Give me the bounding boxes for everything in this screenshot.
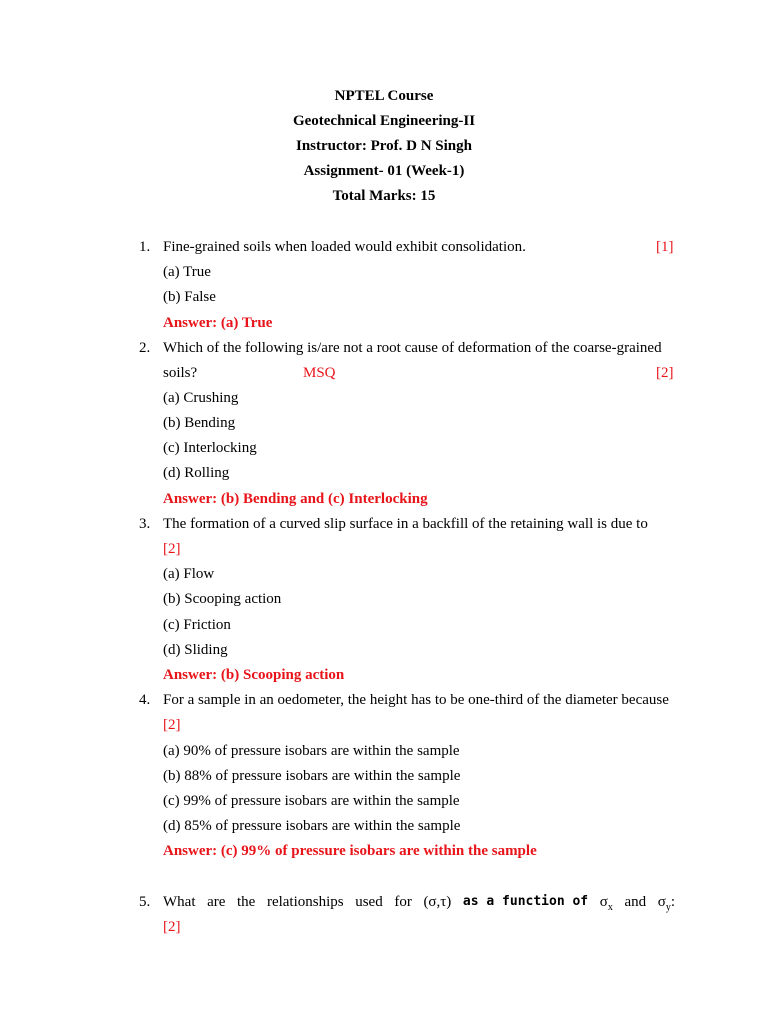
sigma-x — [600, 893, 613, 917]
option-c: (c) Friction — [163, 617, 231, 633]
question-text: Fine-grained soils when loaded would exhibit consolidation. — [163, 239, 526, 255]
answer-4: Answer: (c) 99% of pressure isobars are within the sample — [163, 843, 537, 859]
option-b: (b) False — [163, 289, 216, 305]
option-c: (c) Interlocking — [163, 440, 257, 456]
option-b: (b) Scooping action — [163, 591, 282, 607]
question-text: For a sample in an oedometer, the height has to be one-third of the diameter because — [163, 692, 669, 708]
subscript-y: y — [665, 902, 671, 913]
word: used — [355, 894, 383, 910]
option-b: (b) 88% of pressure isobars are within the sample — [163, 768, 461, 784]
question-text: The formation of a curved slip surface in a backfill of the retaining wall is due to — [163, 516, 648, 532]
total-marks-line: Total Marks: 15 — [332, 188, 436, 204]
marks-badge: [2] — [163, 541, 181, 557]
question-number: 4. — [139, 692, 151, 708]
sigma-symbol: σ — [657, 894, 666, 910]
word: the — [237, 894, 256, 910]
word: relationships — [266, 894, 344, 910]
option-c: (c) 99% of pressure isobars are within the sample — [163, 793, 460, 809]
instructor-line: Instructor: Prof. D N Singh — [296, 138, 472, 154]
colon: : — [670, 894, 675, 910]
question-number: 3. — [139, 516, 151, 532]
sigma-y — [658, 893, 675, 917]
sigma-symbol: σ — [599, 894, 608, 910]
marks-badge: [2] — [656, 365, 674, 381]
subscript-x: x — [607, 902, 613, 913]
option-d: (d) Sliding — [163, 642, 228, 658]
word: are — [207, 894, 226, 910]
question-number: 5. — [139, 894, 151, 910]
msq-tag: MSQ — [303, 365, 336, 381]
option-d: (d) Rolling — [163, 465, 230, 481]
function-phrase: as a function of — [462, 894, 589, 909]
course-title: NPTEL Course — [334, 88, 434, 104]
option-a: (a) 90% of pressure isobars are within the sample — [163, 743, 460, 759]
question-text: Which of the following is/are not a root cause of deformation of the coarse-grained — [163, 340, 662, 356]
subject-title: Geotechnical Engineering-II — [292, 113, 476, 129]
option-a: (a) Flow — [163, 566, 215, 582]
option-d: (d) 85% of pressure isobars are within the sample — [163, 818, 461, 834]
assignment-line: Assignment- 01 (Week-1) — [303, 163, 465, 179]
option-b: (b) Bending — [163, 415, 236, 431]
word: for — [394, 894, 412, 910]
answer-1: Answer: (a) True — [163, 315, 273, 331]
question-text — [163, 893, 675, 917]
option-a: (a) Crushing — [163, 390, 239, 406]
marks-badge: [2] — [163, 919, 181, 935]
answer-3: Answer: (b) Scooping action — [163, 667, 345, 683]
marks-badge: [2] — [163, 717, 181, 733]
option-a: (a) True — [163, 264, 211, 280]
sigma-tau-expression: (σ,τ) — [423, 894, 452, 910]
question-number: 2. — [139, 340, 151, 356]
answer-2: Answer: (b) Bending and (c) Interlocking — [163, 491, 428, 507]
question-number: 1. — [139, 239, 151, 255]
word: What — [163, 894, 196, 910]
question-text-cont: soils? — [163, 365, 198, 381]
word: and — [624, 894, 647, 910]
marks-badge: [1] — [656, 239, 674, 255]
